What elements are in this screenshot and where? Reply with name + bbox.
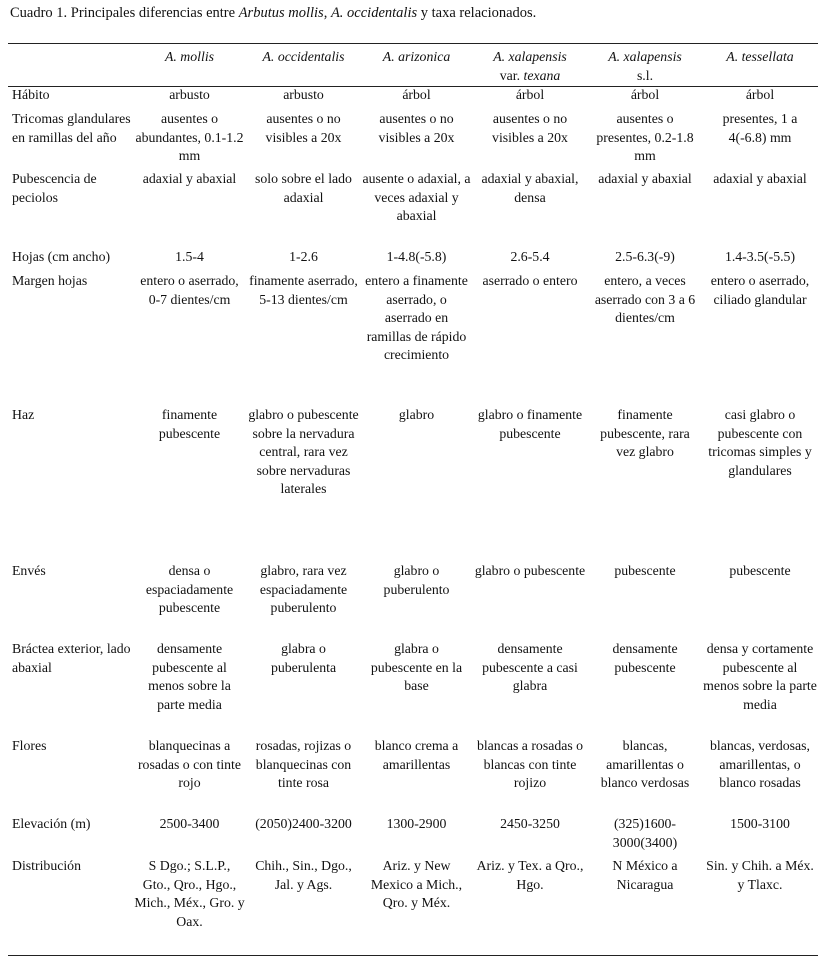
- table-cell: glabro o finamente pubescente: [477, 407, 583, 441]
- table-cell: densa y cortamente pubescente al menos sobre la parte media: [703, 641, 817, 712]
- table-cell: densamente pubescente: [612, 641, 678, 675]
- table-cell: adaxial y abaxial: [598, 171, 692, 186]
- header-blank: [8, 44, 133, 86]
- table-cell: árbol: [402, 87, 431, 102]
- row-label-habito: Hábito: [12, 87, 50, 102]
- table-cell: blanquecinas a rosadas o con tinte rojo: [137, 738, 242, 790]
- table-cell: ausentes o no visibles a 20x: [265, 111, 342, 145]
- table-cell: pubescente: [614, 563, 676, 578]
- row-label-hojas-cm-ancho: Hojas (cm ancho): [12, 249, 111, 264]
- table-cell: S Dgo.; S.L.P., Gto., Qro., Hgo., Mich., Méx., Gro. y Oax.: [134, 858, 245, 929]
- table-cell: 1-4.8(-5.8): [386, 249, 447, 264]
- table-cell: árbol: [745, 87, 775, 102]
- table-cell: finamente pubescente: [158, 407, 221, 441]
- row-label-tricomas-glandulares-en-ramillas-del-ano: Tricomas glandulares en ramillas del año: [12, 111, 131, 145]
- table-cell: N México a Nicaragua: [612, 858, 678, 892]
- table-cell: Chih., Sin., Dgo., Jal. y Ags.: [255, 858, 352, 892]
- table-cell: glabro o puberulento: [383, 563, 450, 597]
- table-caption: [10, 4, 536, 22]
- table-cell: adaxial y abaxial: [142, 171, 237, 186]
- column-header-tessellata: A. tessellata: [726, 49, 794, 64]
- table-cell: entero o aserrado, 0-7 dientes/cm: [140, 273, 239, 307]
- table-cell: ausentes o abundantes, 0.1-1.2 mm: [135, 111, 244, 163]
- table-cell: Sin. y Chih. a Méx. y Tlaxc.: [706, 858, 814, 892]
- table-cell: entero, a veces aserrado con 3 a 6 dientes/cm: [594, 273, 696, 325]
- row-label-margen-hojas: Margen hojas: [12, 273, 88, 288]
- table-cell: entero a finamente aserrado, o aserrado en ramillas de rápido crecimiento: [365, 273, 468, 362]
- table-cell: pubescente: [729, 563, 791, 578]
- table-cell: ausentes o no visibles a 20x: [492, 111, 568, 145]
- table-cell: solo sobre el lado adaxial: [255, 171, 352, 205]
- row-label-pubescencia-de-peciolos: Pubescencia de peciolos: [12, 171, 97, 205]
- table-cell: glabro o pubescente: [474, 563, 586, 578]
- table-cell: (325)1600-3000(3400): [612, 816, 678, 850]
- table-cell: Ariz. y New Mexico a Mich., Qro. y Méx.: [370, 858, 463, 910]
- caption-suffix: y taxa relacionados.: [417, 5, 537, 21]
- table-cell: 2.6-5.4: [510, 249, 550, 264]
- table-cell: árbol: [630, 87, 660, 102]
- table-cell: 1.4-3.5(-5.5): [724, 249, 796, 264]
- table-cell: 1300-2900: [386, 816, 447, 831]
- table-cell: presentes, 1 a 4(-6.8) mm: [722, 111, 798, 145]
- column-header-mollis: A. mollis: [164, 49, 215, 64]
- table-cell: 2450-3250: [500, 816, 560, 831]
- row-label-bractea-exterior-lado-abaxial: Bráctea exterior, lado abaxial: [12, 641, 131, 675]
- row-label-haz: Haz: [12, 407, 35, 422]
- column-header-arizonica: A. arizonica: [382, 49, 451, 64]
- table-cell: 1500-3100: [730, 816, 790, 831]
- table-cell: rosadas, rojizas o blanquecinas con tinte rosa: [255, 738, 352, 790]
- column-header-variety-name: texana: [523, 67, 561, 83]
- table-cell: (2050)2400-3200: [255, 816, 352, 831]
- table-cell: 1.5-4: [175, 249, 204, 264]
- caption-prefix: Cuadro 1. Principales diferencias entre: [10, 5, 239, 21]
- table-cell: finamente pubescente, rara vez glabro: [600, 407, 690, 459]
- table-cell: aserrado o entero: [482, 273, 578, 288]
- comparison-table: [8, 44, 818, 956]
- column-header-xalapensis-sl: [588, 44, 702, 86]
- table-cell: ausentes o no visibles a 20x: [378, 111, 455, 145]
- column-header-line-2: [589, 67, 701, 86]
- table-cell: blancas, verdosas, amarillentas, o blanco rosadas: [710, 738, 810, 790]
- table-cell: árbol: [515, 87, 545, 102]
- column-header-xalapensis-texana: [472, 44, 588, 86]
- table-cell: adaxial y abaxial: [713, 171, 807, 186]
- table-cell: entero o aserrado, ciliado glandular: [710, 273, 810, 307]
- column-header-variety-prefix: var.: [499, 67, 524, 83]
- column-header-line-2: [473, 67, 587, 86]
- table-cell: glabro, rara vez espaciadamente puberulento: [259, 563, 348, 615]
- table-cell: 2500-3400: [159, 816, 220, 831]
- row-label-enves: Envés: [12, 563, 46, 578]
- table-cell: 1-2.6: [289, 249, 318, 264]
- table-cell: 2.5-6.3(-9): [615, 249, 675, 264]
- table-cell: blancas, amarillentas o blanco verdosas: [600, 738, 690, 790]
- row-label-elevacion-m: Elevación (m): [12, 816, 91, 831]
- table-cell: densamente pubescente al menos sobre la parte media: [148, 641, 231, 712]
- table-cell: densamente pubescente a casi glabra: [482, 641, 578, 693]
- table-cell: blanco crema a amarillentas: [374, 738, 459, 772]
- table-cell: arbusto: [283, 87, 324, 102]
- column-header-line-1: A. xalapensis: [608, 49, 682, 64]
- caption-taxon-2: A. occidentalis: [330, 5, 418, 21]
- table-cell: glabro: [398, 407, 435, 422]
- table-cell: glabra o pubescente en la base: [370, 641, 463, 693]
- table-cell: densa o espaciadamente pubescente: [145, 563, 234, 615]
- table-cell: arbusto: [169, 87, 210, 102]
- table-cell: glabra o puberulenta: [270, 641, 337, 675]
- row-label-flores: Flores: [12, 738, 47, 753]
- table-cell: casi glabro o pubescente con tricomas simples y glandulares: [708, 407, 812, 478]
- caption-separator: ,: [323, 5, 331, 21]
- table-cell: ausente o adaxial, a veces adaxial y abaxial: [362, 171, 471, 223]
- table-cell: glabro o pubescente sobre la nervadura central, rara vez sobre nervaduras laterales: [248, 407, 359, 496]
- table-cell: Ariz. y Tex. a Qro., Hgo.: [476, 858, 584, 892]
- table-cell: adaxial y abaxial, densa: [481, 171, 579, 205]
- column-header-line-1: A. xalapensis: [493, 49, 567, 64]
- column-header-sensu-lato: s.l.: [636, 67, 654, 83]
- table-cell: ausentes o presentes, 0.2-1.8 mm: [596, 111, 694, 163]
- table-cell: finamente aserrado, 5-13 dientes/cm: [249, 273, 358, 307]
- row-label-distribucion: Distribución: [12, 858, 81, 873]
- column-header-occidentalis: A. occidentalis: [262, 49, 345, 64]
- caption-taxon-1: Arbutus mollis: [238, 5, 324, 21]
- table-cell: blancas a rosadas o blancas con tinte rojizo: [476, 738, 584, 790]
